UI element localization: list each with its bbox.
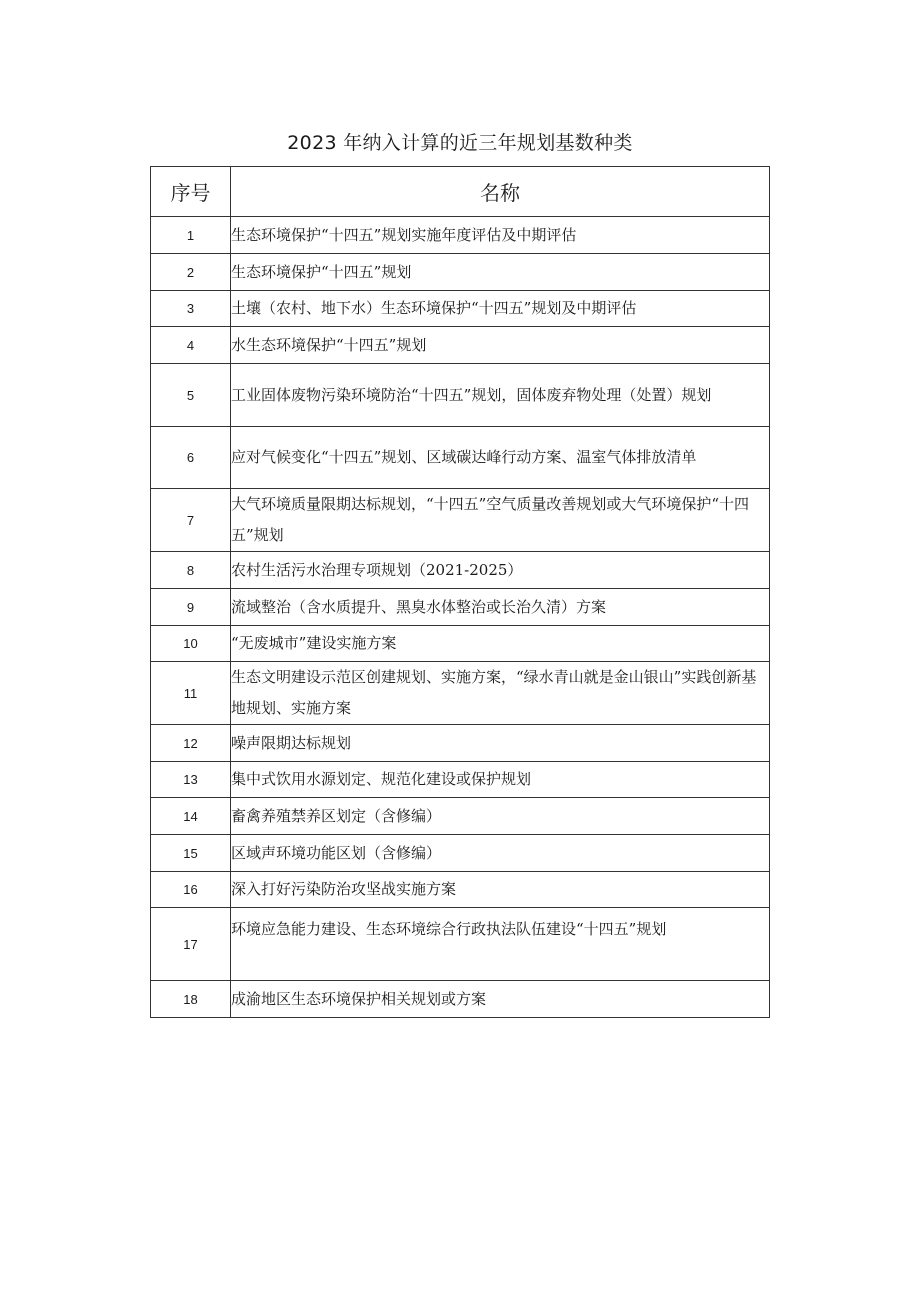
row-name: 土壤（农村、地下水）生态环境保护“十四五”规划及中期评估 <box>231 291 770 327</box>
table-row <box>151 427 770 489</box>
table-row <box>151 662 770 725</box>
row-name: 环境应急能力建设、生态环境综合行政执法队伍建设“十四五”规划 <box>231 908 770 981</box>
row-name: 成渝地区生态环境保护相关规划或方案 <box>231 981 770 1018</box>
row-number: 5 <box>151 364 231 427</box>
row-number: 18 <box>151 981 231 1018</box>
table-row <box>151 981 770 1018</box>
row-name: 应对气候变化“十四五”规划、区域碳达峰行动方案、温室气体排放清单 <box>231 427 770 489</box>
row-number: 14 <box>151 798 231 835</box>
table-row <box>151 626 770 662</box>
row-number: 6 <box>151 427 231 489</box>
row-name: 生态文明建设示范区创建规划、实施方案，“绿水青山就是金山银山”实践创新基地规划、实施方案 <box>231 662 770 725</box>
table-row <box>151 908 770 981</box>
table-row <box>151 364 770 427</box>
row-number: 7 <box>151 489 231 552</box>
row-number: 11 <box>151 662 231 725</box>
table-row <box>151 291 770 327</box>
row-name: 区域声环境功能区划（含修编） <box>231 835 770 872</box>
row-name: 工业固体废物污染环境防治“十四五”规划，固体废弃物处理（处置）规划 <box>231 364 770 427</box>
row-name: 噪声限期达标规划 <box>231 725 770 762</box>
row-name: 农村生活污水治理专项规划（2021-2025） <box>231 552 770 589</box>
table-row <box>151 725 770 762</box>
row-name: 生态环境保护“十四五”规划实施年度评估及中期评估 <box>231 217 770 254</box>
row-number: 12 <box>151 725 231 762</box>
table-row <box>151 254 770 291</box>
row-name: 流域整治（含水质提升、黑臭水体整治或长治久清）方案 <box>231 589 770 626</box>
header-serial-number: 序号 <box>151 167 231 217</box>
row-name: 集中式饮用水源划定、规范化建设或保护规划 <box>231 762 770 798</box>
row-number: 16 <box>151 872 231 908</box>
row-number: 10 <box>151 626 231 662</box>
table-header-row <box>151 167 770 217</box>
row-number: 4 <box>151 327 231 364</box>
table-row <box>151 762 770 798</box>
table-row <box>151 489 770 552</box>
row-name: 生态环境保护“十四五”规划 <box>231 254 770 291</box>
row-number: 9 <box>151 589 231 626</box>
table-row <box>151 835 770 872</box>
row-number: 3 <box>151 291 231 327</box>
row-name: 深入打好污染防治攻坚战实施方案 <box>231 872 770 908</box>
table-row <box>151 589 770 626</box>
document-title: 2023 年纳入计算的近三年规划基数种类 <box>287 132 633 154</box>
row-name: 大气环境质量限期达标规划，“十四五”空气质量改善规划或大气环境保护“十四五”规划 <box>231 489 770 552</box>
row-name: “无废城市”建设实施方案 <box>231 626 770 662</box>
row-number: 13 <box>151 762 231 798</box>
table-row <box>151 217 770 254</box>
table-row <box>151 872 770 908</box>
plan-types-table <box>150 166 770 1018</box>
table-row <box>151 552 770 589</box>
row-number: 8 <box>151 552 231 589</box>
row-number: 2 <box>151 254 231 291</box>
row-name: 畜禽养殖禁养区划定（含修编） <box>231 798 770 835</box>
table-row <box>151 327 770 364</box>
table-row <box>151 798 770 835</box>
row-number: 1 <box>151 217 231 254</box>
header-name: 名称 <box>231 167 770 217</box>
row-number: 17 <box>151 908 231 981</box>
row-name: 水生态环境保护“十四五”规划 <box>231 327 770 364</box>
row-number: 15 <box>151 835 231 872</box>
